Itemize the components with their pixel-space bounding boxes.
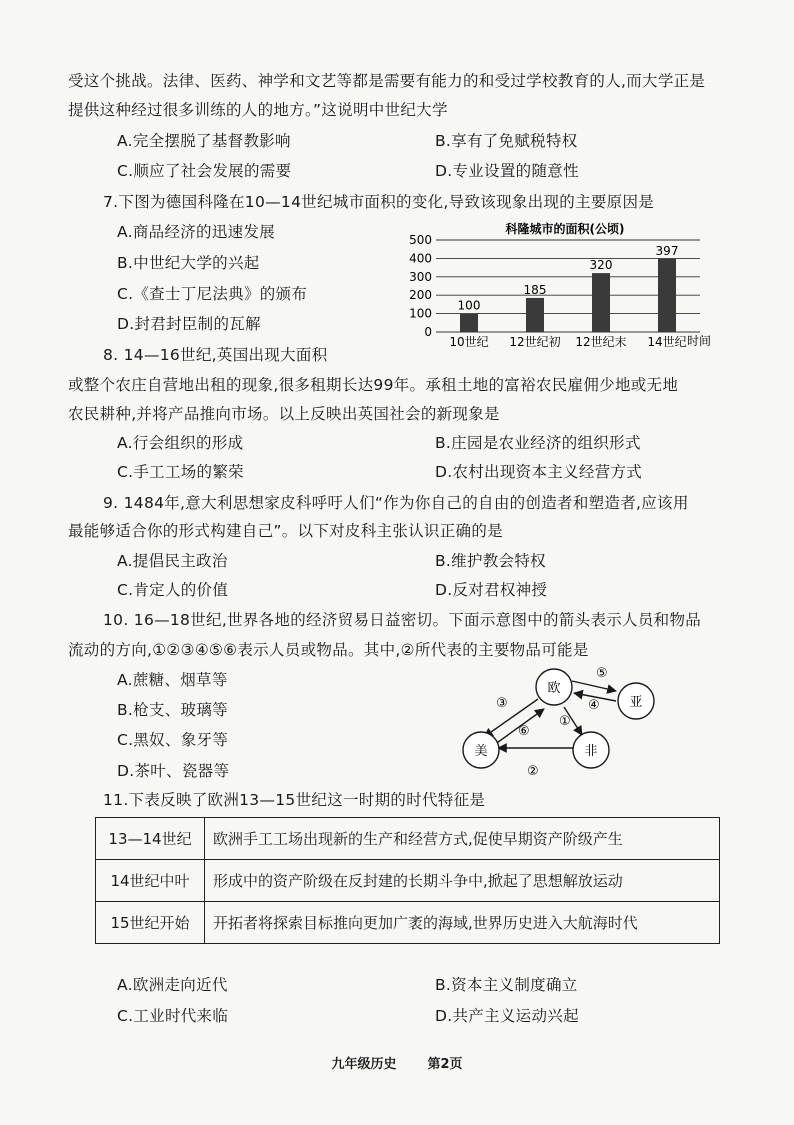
chart-y-tick-label: 100 bbox=[409, 306, 432, 321]
table-cell-period: 14世纪中叶 bbox=[96, 860, 205, 902]
q11-option-c: C.工业时代来临 bbox=[117, 1007, 229, 1025]
footer-subject: 九年级历史 bbox=[331, 1057, 397, 1072]
chart-data-label: 397 bbox=[655, 243, 679, 258]
trade-flow-diagram bbox=[450, 655, 680, 780]
node-europe: 欧 bbox=[547, 681, 561, 696]
node-africa: 非 bbox=[584, 744, 598, 759]
q9-option-c: C.肯定人的价值 bbox=[117, 581, 229, 599]
q11-option-d: D.共产主义运动兴起 bbox=[435, 1007, 579, 1025]
table-cell-period: 13—14世纪 bbox=[96, 818, 205, 860]
q7-option-b: B.中世纪大学的兴起 bbox=[117, 254, 260, 272]
q8-option-c: C.手工工场的繁荣 bbox=[117, 463, 244, 481]
q7-stem: 7.下图为德国科隆在10—14世纪城市面积的变化,导致该现象出现的主要原因是 bbox=[103, 193, 655, 211]
table-cell-text: 形成中的资产阶级在反封建的长期斗争中,掀起了思想解放运动 bbox=[205, 860, 720, 902]
chart-bar bbox=[526, 298, 544, 332]
chart-x-tick-label: 12世纪初 bbox=[509, 335, 561, 349]
q11-stem: 11.下表反映了欧洲13—15世纪这一时期的时代特征是 bbox=[103, 791, 486, 809]
q6-option-a: A.完全摆脱了基督教影响 bbox=[117, 132, 291, 150]
q7-option-d: D.封君封臣制的瓦解 bbox=[117, 315, 261, 333]
node-asia: 亚 bbox=[629, 695, 643, 710]
label-2: ② bbox=[527, 764, 539, 779]
q8-option-a: A.行会组织的形成 bbox=[117, 434, 244, 452]
q10-line1: 10. 16—18世纪,世界各地的经济贸易日益密切。下面示意图中的箭头表示人员和物品 bbox=[103, 611, 702, 629]
chart-y-tick-label: 0 bbox=[424, 325, 432, 339]
area-bar-chart bbox=[400, 218, 730, 354]
chart-y-tick-label: 300 bbox=[409, 269, 432, 284]
chart-title: 科隆城市的面积(公顷) bbox=[505, 222, 625, 236]
q8-line3: 农民耕种,并将产品推向市场。以上反映出英国社会的新现象是 bbox=[68, 405, 500, 423]
table-row bbox=[96, 860, 720, 902]
chart-x-axis-label: 时间 bbox=[687, 334, 712, 348]
q10-option-b: B.枪支、玻璃等 bbox=[117, 701, 228, 719]
label-6: ⑥ bbox=[518, 724, 530, 739]
q6-line1: 受这个挑战。法律、医药、神学和文艺等都是需要有能力的和受过学校教育的人,而大学正是 bbox=[68, 72, 706, 90]
chart-bar bbox=[658, 259, 676, 332]
chart-data-label: 185 bbox=[523, 282, 547, 297]
chart-x-tick-label: 14世纪 bbox=[647, 335, 687, 349]
q8-line2: 或整个农庄自营地出租的现象,很多租期长达99年。承租土地的富裕农民雇佣少地或无地 bbox=[68, 376, 679, 394]
chart-y-tick-label: 500 bbox=[409, 233, 432, 247]
arrow-europe-to-america bbox=[484, 699, 538, 737]
q6-option-c: C.顺应了社会发展的需要 bbox=[117, 162, 292, 180]
chart-y-tick-label: 200 bbox=[409, 288, 432, 303]
q9-line1: 9. 1484年,意大利思想家皮科呼吁人们“作为你自己的自由的创造者和塑造者,应该用 bbox=[103, 494, 689, 512]
label-1: ① bbox=[559, 714, 571, 729]
q10-option-c: C.黑奴、象牙等 bbox=[117, 731, 229, 749]
q9-line2: 最能够适合你的形式构建自己”。以下对皮科主张认识正确的是 bbox=[68, 522, 503, 540]
q10-option-d: D.茶叶、瓷器等 bbox=[117, 762, 230, 780]
footer-page-number: 第2页 bbox=[427, 1057, 463, 1072]
label-3: ③ bbox=[496, 696, 508, 711]
label-4: ④ bbox=[588, 698, 600, 713]
q7-option-a: A.商品经济的迅速发展 bbox=[117, 223, 276, 241]
table-row bbox=[96, 818, 720, 860]
q6-option-d: D.专业设置的随意性 bbox=[435, 162, 579, 180]
table-cell-text: 欧洲手工工场出现新的生产和经营方式,促使早期资产阶级产生 bbox=[205, 818, 720, 860]
table-cell-text: 开拓者将探索目标推向更加广袤的海域,世界历史进入大航海时代 bbox=[205, 902, 720, 944]
q9-option-d: D.反对君权神授 bbox=[435, 581, 548, 599]
q9-option-a: A.提倡民主政治 bbox=[117, 552, 228, 570]
q8-option-b: B.庄园是农业经济的组织形式 bbox=[435, 434, 641, 452]
q6-option-b: B.享有了免赋税特权 bbox=[435, 132, 578, 150]
chart-data-label: 100 bbox=[457, 298, 481, 313]
node-america: 美 bbox=[474, 744, 488, 759]
chart-x-tick-label: 12世纪末 bbox=[575, 335, 627, 349]
q11-table bbox=[95, 817, 720, 944]
q10-option-a: A.蔗糖、烟草等 bbox=[117, 671, 228, 689]
chart-bar bbox=[460, 314, 478, 332]
q10-line2: 流动的方向,①②③④⑤⑥表示人员或物品。其中,②所代表的主要物品可能是 bbox=[68, 641, 589, 659]
q8-option-d: D.农村出现资本主义经营方式 bbox=[435, 463, 643, 481]
table-cell-period: 15世纪开始 bbox=[96, 902, 205, 944]
chart-data-label: 320 bbox=[589, 258, 613, 273]
chart-y-tick-label: 400 bbox=[409, 251, 432, 266]
arrow-europe-to-asia bbox=[572, 681, 616, 691]
chart-bar bbox=[592, 273, 610, 332]
q11-option-b: B.资本主义制度确立 bbox=[435, 976, 578, 994]
chart-x-tick-label: 10世纪 bbox=[449, 335, 489, 349]
label-5: ⑤ bbox=[596, 666, 608, 681]
q8-line1: 8. 14—16世纪,英国出现大面积 bbox=[103, 346, 328, 364]
page-footer bbox=[0, 1053, 794, 1072]
q6-line2: 提供这种经过很多训练的人的地方。”这说明中世纪大学 bbox=[68, 101, 448, 119]
table-row bbox=[96, 902, 720, 944]
q9-option-b: B.维护教会特权 bbox=[435, 552, 546, 570]
q7-option-c: C.《查士丁尼法典》的颁布 bbox=[117, 285, 308, 303]
q11-option-a: A.欧洲走向近代 bbox=[117, 976, 228, 994]
